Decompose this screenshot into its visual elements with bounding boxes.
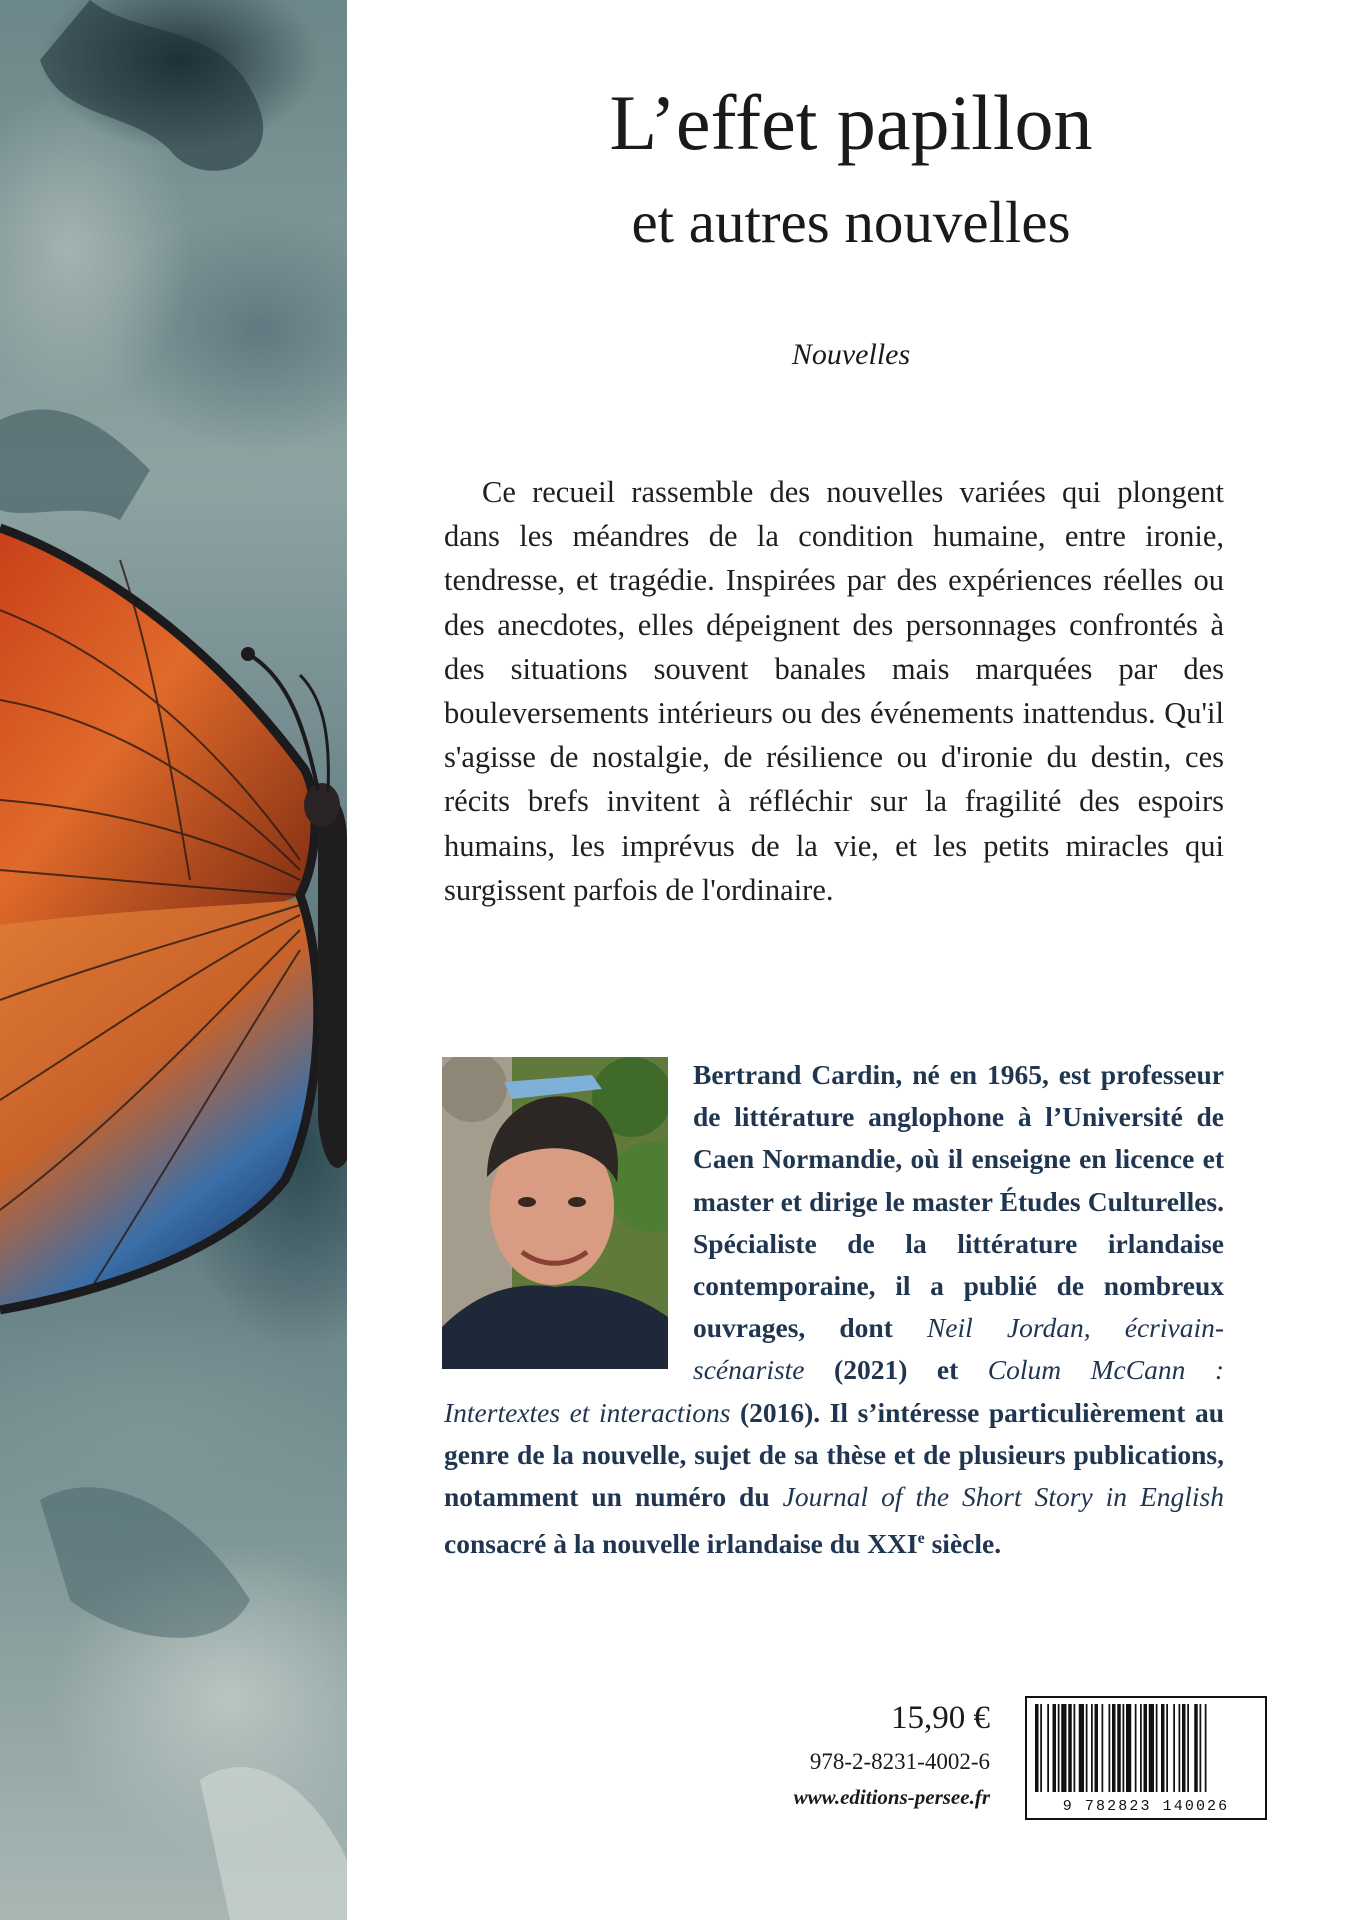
author-biography [444,1054,1224,1566]
bio-book-2: Colum McCann : Intertextes et interactions [444,1354,1224,1428]
barcode-bar [1161,1704,1165,1792]
price: 15,90 € [891,1700,990,1736]
barcode-bar [1156,1704,1158,1792]
barcode-bar [1166,1704,1168,1792]
cover-artwork-strip [0,0,347,1920]
bio-text-2: (2021) et [804,1354,988,1386]
butterfly-illustration [0,0,347,1920]
barcode-bar [1095,1704,1099,1792]
barcode-bar [1079,1704,1084,1792]
barcode [1025,1696,1267,1820]
bio-journal: Journal of the Short Story in English [782,1481,1224,1513]
barcode-bar [1135,1704,1137,1792]
book-genre: Nouvelles [791,338,911,371]
bio-text-4: consacré à la nouvelle irlandaise du XXI [444,1528,918,1560]
barcode-bar [1149,1704,1154,1792]
barcode-bar [1205,1704,1207,1792]
bio-text-1: Bertrand Cardin, né en 1965, est professeur de littérature anglophone à l’Université de Caen Normandie, où il enseigne en licence et master et dirige le master Études Culturelles. Spécialiste de la littérature irlandaise contemporaine, il a publié de nombreux ouvrages, dont [693,1059,1224,1344]
barcode-bar [1040,1704,1042,1792]
barcode-bar [1200,1704,1202,1792]
barcode-bar [1074,1704,1076,1792]
book-subtitle: et autres nouvelles [631,189,1071,255]
barcode-bar [1117,1704,1121,1792]
barcode-bar [1109,1704,1111,1792]
barcode-bar [1173,1704,1175,1792]
barcode-bar [1144,1704,1148,1792]
barcode-bar [1126,1704,1131,1792]
barcode-bar [1047,1704,1049,1792]
barcode-bar [1123,1704,1125,1792]
publisher-website: www.editions-persee.fr [793,1785,990,1809]
barcode-bar [1194,1704,1198,1792]
barcode-bar [1068,1704,1072,1792]
barcode-bar [1035,1704,1039,1792]
barcode-bar [1112,1704,1116,1792]
barcode-digits: 9 782823 140026 [1033,1798,1259,1815]
book-title: L’effet papillon [609,79,1093,166]
barcode-bar [1086,1704,1088,1792]
photo-spacer [444,1054,693,1384]
barcode-bar [1091,1704,1093,1792]
bio-book-1: Neil Jordan, écrivain-scénariste [693,1312,1224,1386]
barcode-bar [1182,1704,1186,1792]
barcode-bar [1058,1704,1060,1792]
bio-text-3: (2016). Il s’intéresse particulièrement au genre de la nouvelle, sujet de sa thèse et de plusieurs publications, notamment un numéro du [444,1396,1224,1513]
bio-text-5: siècle. [924,1528,1002,1560]
barcode-bar [1053,1704,1057,1792]
barcode-bar [1140,1704,1142,1792]
barcode-bars [1035,1704,1257,1792]
book-summary: Ce recueil rassemble des nouvelles variées qui plongent dans les méandres de la condition humaine, entre ironie, tendresse, et tragédie. Inspirées par des expériences réelles ou des anecdotes, elles dépeignent des personnages confrontés à des situations souvent banales mais marquées par des bouleversements intérieurs ou des événements inattendus. Qu'il s'agisse de nostalgie, de résilience ou d'ironie du destin, ces récits brefs invitent à réfléchir sur la fragilité des espoirs humains, les imprévus de la vie, et les petits miracles qui surgissent parfois de l'ordinaire. [444,475,1224,907]
barcode-bar [1179,1704,1181,1792]
barcode-bar [1187,1704,1189,1792]
bio-century-sup: e [917,1530,925,1548]
barcode-bar [1061,1704,1066,1792]
isbn: 978-2-8231-4002-6 [809,1749,990,1774]
barcode-bar [1102,1704,1104,1792]
